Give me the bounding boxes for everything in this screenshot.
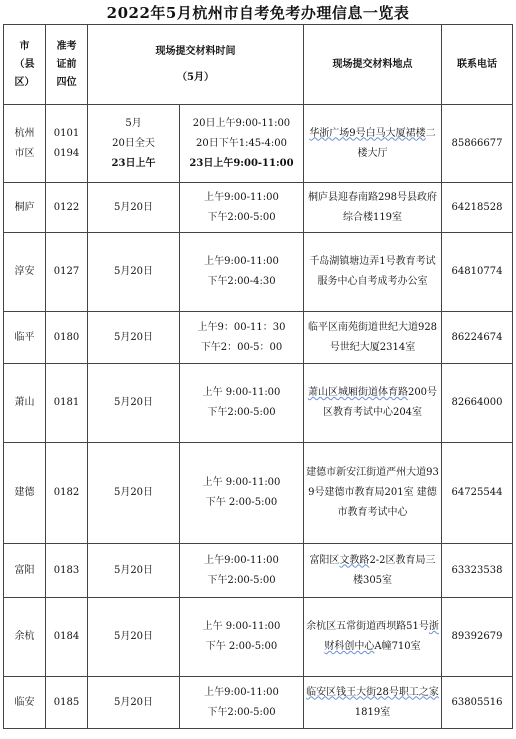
phone-cell: 64725544 [442, 443, 513, 544]
code-cell: 0185 [46, 677, 88, 729]
district-cell: 富阳 [4, 544, 46, 598]
table-row [4, 598, 513, 677]
header-place: 现场提交材料地点 [304, 25, 442, 105]
phone-cell: 64218528 [442, 183, 513, 233]
code-cell: 0184 [46, 598, 88, 677]
code-cell: 0183 [46, 544, 88, 598]
code-cell: 0101 0194 [46, 105, 88, 183]
code-cell: 0127 [46, 233, 88, 312]
code-cell: 0182 [46, 443, 88, 544]
header-time: 现场提交材料时间 （5月） [88, 25, 304, 105]
phone-cell: 64810774 [442, 233, 513, 312]
time-cell: 上午9：00-11：30 下午2：00-5：00 [180, 312, 304, 364]
district-cell: 余杭 [4, 598, 46, 677]
time-cell: 上午9:00-11:00 下午2:00-5:00 [180, 544, 304, 598]
date-cell: 5月20日 [88, 233, 180, 312]
table-row [4, 677, 513, 729]
date-cell: 5月20日 [88, 312, 180, 364]
time-cell: 上午9:00-11:00 下午2:00-5:00 [180, 677, 304, 729]
date-cell: 5月20日 [88, 364, 180, 443]
phone-cell: 63323538 [442, 544, 513, 598]
place-cell: 建德市新安江街道严州大道939号建德市教育局201室 建德市教育考试中心 [304, 443, 442, 544]
table-row [4, 443, 513, 544]
place-cell: 华浙广场9号白马大厦裙楼二楼大厅 [304, 105, 442, 183]
table-row [4, 105, 513, 183]
table-row [4, 364, 513, 443]
district-cell: 建德 [4, 443, 46, 544]
time-cell: 上午 9:00-11:00 下午 2:00-5:00 [180, 443, 304, 544]
phone-cell: 86224674 [442, 312, 513, 364]
code-cell: 0180 [46, 312, 88, 364]
code-cell: 0181 [46, 364, 88, 443]
table-row [4, 544, 513, 598]
date-cell: 5月20日 [88, 443, 180, 544]
phone-cell: 89392679 [442, 598, 513, 677]
table-row [4, 312, 513, 364]
time-cell: 上午9:00-11:00 下午2:00-5:00 [180, 183, 304, 233]
district-cell: 临平 [4, 312, 46, 364]
place-cell: 千岛湖镇塘边弄1号教育考试服务中心自考成考办公室 [304, 233, 442, 312]
district-cell: 萧山 [4, 364, 46, 443]
table-row [4, 233, 513, 312]
district-cell: 杭州 市区 [4, 105, 46, 183]
header-row [4, 25, 513, 105]
table-row [4, 183, 513, 233]
page-title: 2022年5月杭州市自考免考办理信息一览表 [106, 4, 410, 22]
date-cell: 5月20日 [88, 677, 180, 729]
phone-cell: 63805516 [442, 677, 513, 729]
phone-cell: 82664000 [442, 364, 513, 443]
date-cell: 5月20日 [88, 598, 180, 677]
phone-cell: 85866677 [442, 105, 513, 183]
district-cell: 淳安 [4, 233, 46, 312]
header-city: 市 （县 区） [4, 25, 46, 105]
date-cell: 5月20日 [88, 544, 180, 598]
place-cell: 萧山区城厢街道体育路200号区教育考试中心204室 [304, 364, 442, 443]
place-cell: 临平区南苑街道世纪大道928号世纪大厦2314室 [304, 312, 442, 364]
district-cell: 桐庐 [4, 183, 46, 233]
header-prefix: 准考 证前 四位 [46, 25, 88, 105]
date-cell: 5月20日 [88, 183, 180, 233]
place-cell: 临安区钱王大街28号职工之家1819室 [304, 677, 442, 729]
place-cell: 余杭区五常街道西坝路51号浙财科创中心A幢710室 [304, 598, 442, 677]
district-cell: 临安 [4, 677, 46, 729]
header-phone: 联系电话 [442, 25, 513, 105]
time-cell: 上午9:00-11:00 下午2:00-4:30 [180, 233, 304, 312]
info-table [3, 24, 513, 729]
time-cell: 上午 9:00-11:00 下午 2:00-5:00 [180, 598, 304, 677]
time-cell: 上午 9:00-11:00 下午2:00-5:00 [180, 364, 304, 443]
code-cell: 0122 [46, 183, 88, 233]
place-cell: 桐庐县迎春南路298号县政府综合楼119室 [304, 183, 442, 233]
time-cell: 20日上午9:00-11:00 20日下午1:45-4:00 23日上午9:00-11:00 [180, 105, 304, 183]
place-cell: 富阳区文教路2-2区教育局三楼305室 [304, 544, 442, 598]
date-cell: 5月 20日全天 23日上午 [88, 105, 180, 183]
